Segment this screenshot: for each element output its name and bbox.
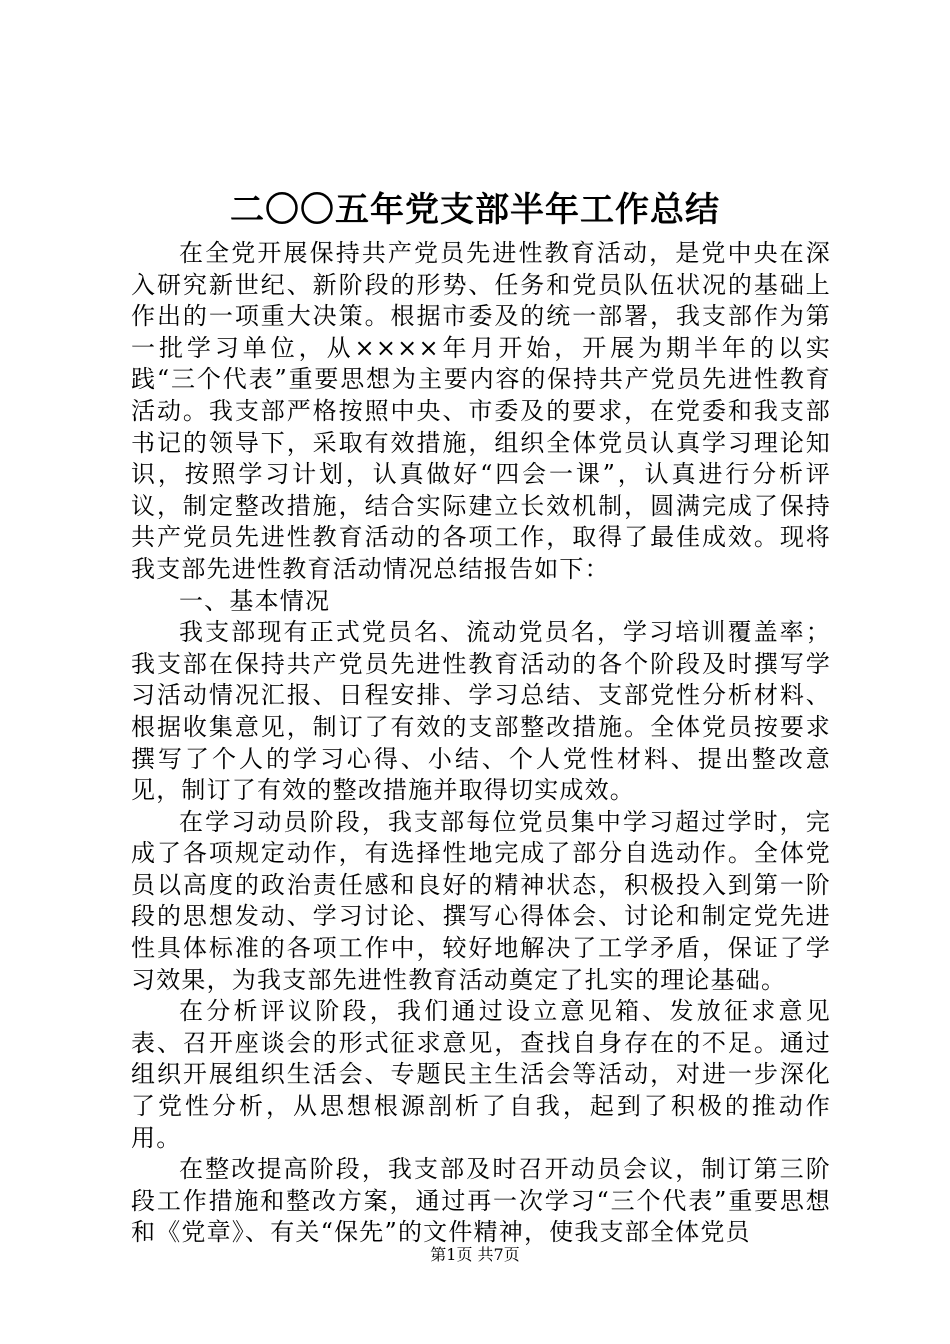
- paragraph-basic-situation: 我支部现有正式党员名、流动党员名，学习培训覆盖率；我支部在保持共产党员先进性教育活动的各个阶段及时撰写学习活动情况汇报、日程安排、学习总结、支部党性分析材料、根据收集意见，制订了有效的支部整改措施。全体党员按要求撰写了个人的学习心得、小结、个人党性材料、提出整改意见，制订了有效的整改措施并取得切实成效。: [131, 618, 831, 805]
- paragraph-analysis-review: 在分析评议阶段，我们通过设立意见箱、发放征求意见表、召开座谈会的形式征求意见，查找自身存在的不足。通过组织开展组织生活会、专题民主生活会等活动，对进一步深化了党性分析，从思想根源剖析了自我，起到了积极的推动作用。: [131, 997, 831, 1152]
- document-title: 二〇〇五年党支部半年工作总结: [230, 190, 720, 230]
- paragraph-study-mobilization: 在学习动员阶段，我支部每位党员集中学习超过学时，完成了各项规定动作，有选择性地完成了部分自选动作。全体党员以高度的政治责任感和良好的精神状态，积极投入到第一阶段的思想发动、学习讨论、撰写心得体会、讨论和制定党先进性具体标准的各项工作中，较好地解决了工学矛盾，保证了学习效果，为我支部先进性教育活动奠定了扎实的理论基础。: [131, 807, 831, 994]
- page-number-footer: 第1页 共7页: [430, 1245, 520, 1264]
- section-heading-basic-situation: 一、基本情况: [179, 586, 331, 615]
- paragraph-rectification: 在整改提高阶段，我支部及时召开动员会议，制订第三阶段工作措施和整改方案，通过再一次学习“三个代表”重要思想和《党章》、有关“保先”的文件精神，使我支部全体党员: [131, 1155, 831, 1247]
- paragraph-intro: 在全党开展保持共产党员先进性教育活动，是党中央在深入研究新世纪、新阶段的形势、任务和党员队伍状况的基础上作出的一项重大决策。根据市委及的统一部署，我支部作为第一批学习单位，从××××年月开始，开展为期半年的以实践“三个代表”重要思想为主要内容的保持共产党员先进性教育活动。我支部严格按照中央、市委及的要求，在党委和我支部书记的领导下，采取有效措施，组织全体党员认真学习理论知识，按照学习计划，认真做好“四会一课”，认真进行分析评议，制定整改措施，结合实际建立长效机制，圆满完成了保持共产党员先进性教育活动的各项工作，取得了最佳成效。现将我支部先进性教育活动情况总结报告如下：: [131, 239, 831, 583]
- document-body: [131, 238, 831, 1249]
